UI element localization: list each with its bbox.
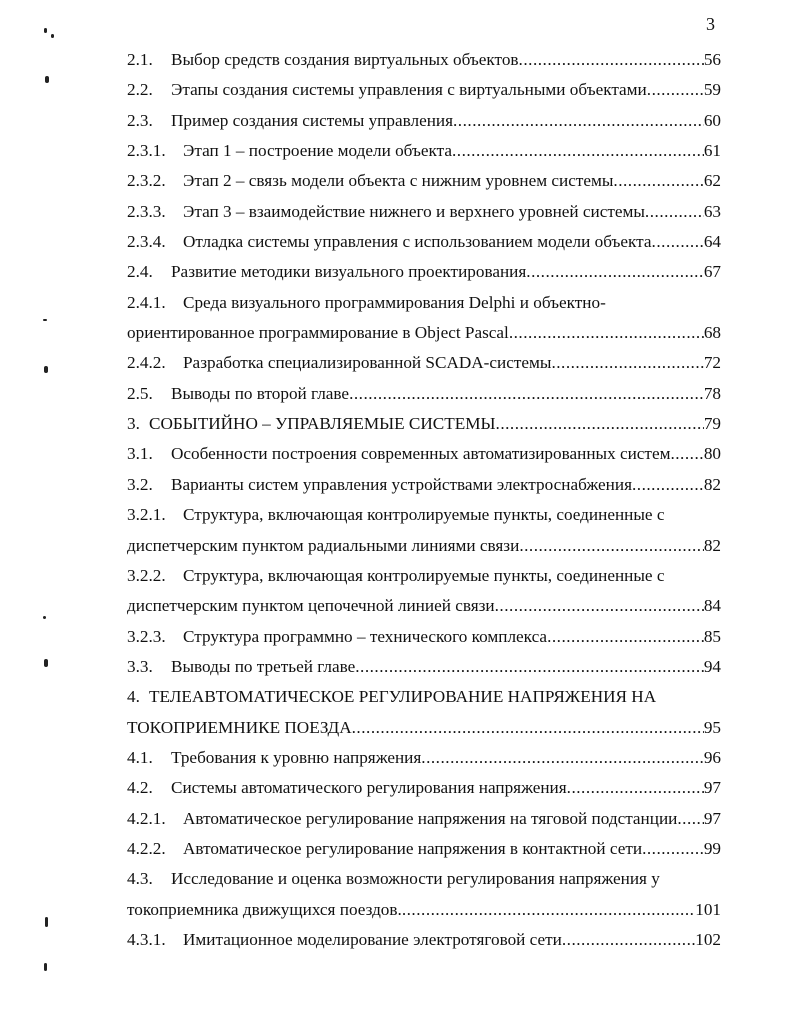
toc-entry-number: 4.2.1.	[127, 808, 166, 828]
toc-entry-title: Структура, включающая контролируемые пункты, соединенные с	[183, 505, 665, 525]
toc-entry-title: Пример создания системы управления	[171, 110, 453, 130]
toc-entry-title: Автоматическое регулирование напряжения в контактной сети	[183, 838, 643, 858]
toc-entry-page: 96	[703, 747, 721, 767]
toc-leader-dots	[453, 106, 704, 136]
toc-entry[interactable]	[127, 257, 721, 287]
toc-entry-title: Развитие методики визуального проектирования	[171, 262, 527, 282]
toc-entry-number: 3.3.	[127, 656, 153, 676]
toc-entry-page: 72	[703, 353, 721, 373]
toc-leader-dots	[519, 45, 704, 75]
toc-entry-number: 2.5.	[127, 383, 153, 403]
toc-leader-dots	[452, 136, 704, 166]
toc-leader-dots	[526, 257, 704, 287]
page-number: 3	[706, 14, 715, 34]
toc-entry-page: 101	[695, 899, 721, 919]
toc-leader-dots	[349, 379, 704, 409]
toc-leader-dots	[355, 652, 704, 682]
toc-entry-page: 59	[703, 80, 721, 100]
toc-entry-page: 95	[703, 717, 721, 737]
toc-entry[interactable]	[127, 804, 721, 834]
toc-entry-number: 3.2.3.	[127, 626, 166, 646]
toc-entry-page: 94	[703, 656, 721, 676]
toc-entry-page: 80	[703, 444, 721, 464]
toc-entry-number: 2.3.1.	[127, 141, 166, 161]
toc-leader-dots	[647, 75, 704, 105]
toc-entry-title: ТОКОПРИЕМНИКЕ ПОЕЗДА	[127, 717, 352, 737]
toc-entry[interactable]	[127, 348, 721, 378]
toc-entry-page: 97	[703, 778, 721, 798]
toc-entry[interactable]	[127, 166, 721, 196]
toc-entry[interactable]	[127, 743, 721, 773]
toc-leader-dots	[632, 470, 704, 500]
toc-entry-number: 2.1.	[127, 50, 153, 69]
toc-entry[interactable]	[127, 895, 721, 925]
toc-entry[interactable]	[127, 682, 721, 712]
toc-entry-title: Особенности построения современных автоматизированных систем	[171, 444, 671, 464]
toc-entry-title: диспетчерским пунктом цепочечной линией связи	[127, 596, 495, 616]
toc-entry[interactable]	[127, 713, 721, 743]
toc-entry-title: Отладка системы управления с использованием модели объекта	[183, 232, 652, 252]
table-of-contents	[127, 45, 721, 955]
toc-entry[interactable]	[127, 500, 721, 530]
toc-entry-page: 85	[703, 626, 721, 646]
toc-entry[interactable]	[127, 288, 721, 318]
toc-entry-number: 2.3.	[127, 110, 153, 130]
toc-entry[interactable]	[127, 652, 721, 682]
toc-leader-dots	[547, 622, 704, 652]
toc-entry[interactable]	[127, 773, 721, 803]
toc-entry-page: 82	[703, 535, 721, 555]
toc-entry[interactable]	[127, 136, 721, 166]
toc-entry-number: 4.2.2.	[127, 838, 166, 858]
scan-speck	[51, 34, 54, 38]
toc-entry-number: 3.	[127, 414, 140, 434]
toc-entry-title: Этап 1 – построение модели объекта	[183, 141, 452, 161]
toc-entry-title: Требования к уровню напряжения	[171, 747, 422, 767]
toc-entry-number: 4.1.	[127, 747, 153, 767]
toc-leader-dots	[551, 348, 703, 378]
toc-entry-page: 97	[703, 808, 721, 828]
toc-entry[interactable]	[127, 439, 721, 469]
toc-entry-title: Системы автоматического регулирования напряжения	[171, 778, 567, 798]
toc-entry-page: 63	[703, 201, 721, 221]
toc-leader-dots	[670, 439, 703, 469]
toc-entry-title: Варианты систем управления устройствами электроснабжения	[171, 474, 632, 494]
toc-leader-dots	[613, 166, 703, 196]
toc-entry-title: токоприемника движущихся поездов.	[127, 899, 402, 919]
toc-entry[interactable]	[127, 925, 721, 955]
toc-entry-number: 2.3.3.	[127, 201, 166, 221]
toc-entry-number: 2.4.	[127, 262, 153, 282]
toc-entry[interactable]	[127, 106, 721, 136]
toc-entry-title: Выводы по третьей главе	[171, 656, 356, 676]
toc-entry[interactable]	[127, 591, 721, 621]
toc-entry-number: 3.1.	[127, 444, 153, 464]
toc-entry-number: 2.4.1.	[127, 292, 166, 312]
toc-entry-number: 3.2.1.	[127, 505, 166, 525]
toc-entry-page: 68	[703, 323, 721, 343]
toc-entry-page: 67	[703, 262, 721, 282]
toc-entry-number: 2.3.4.	[127, 232, 166, 252]
toc-entry-page: 62	[703, 171, 721, 191]
toc-entry[interactable]	[127, 834, 721, 864]
toc-leader-dots	[645, 197, 704, 227]
scan-speck	[45, 76, 49, 83]
toc-entry-title: Структура программно – технического комплекса	[183, 626, 548, 646]
scan-speck	[43, 319, 47, 321]
toc-entry-title: ориентированное программирование в Object Pascal	[127, 323, 509, 343]
toc-leader-dots	[642, 834, 704, 864]
toc-entry[interactable]	[127, 409, 721, 439]
toc-entry-page: 60	[703, 110, 721, 130]
toc-entry-title: Разработка специализированной SCADA-системы	[183, 353, 552, 373]
toc-entry-title: Этап 3 – взаимодействие нижнего и верхнего уровней системы	[183, 201, 645, 221]
toc-entry[interactable]	[127, 75, 721, 105]
toc-entry-page: 99	[703, 838, 721, 858]
toc-entry[interactable]	[127, 45, 721, 75]
toc-leader-dots	[652, 227, 704, 257]
toc-entry-title: Исследование и оценка возможности регулирования напряжения у	[171, 869, 660, 889]
toc-leader-dots	[495, 591, 704, 621]
toc-entry[interactable]	[127, 531, 721, 561]
toc-entry-number: 3.2.	[127, 474, 153, 494]
toc-entry[interactable]	[127, 622, 721, 652]
toc-leader-dots	[677, 804, 703, 834]
toc-leader-dots	[567, 773, 704, 803]
toc-entry-page: 78	[703, 383, 721, 403]
toc-entry-page: 102	[695, 929, 721, 949]
toc-leader-dots	[402, 895, 695, 925]
toc-entry[interactable]	[127, 379, 721, 409]
toc-entry-title: Выбор средств создания виртуальных объектов	[171, 50, 519, 69]
toc-entry-page: 61	[703, 141, 721, 161]
toc-entry-page: 82	[703, 474, 721, 494]
scan-speck	[44, 659, 48, 667]
toc-entry-title: ТЕЛЕАВТОМАТИЧЕСКОЕ РЕГУЛИРОВАНИЕ НАПРЯЖЕНИЯ НА	[149, 687, 657, 707]
toc-leader-dots	[496, 409, 704, 439]
toc-entry-title: Выводы по второй главе	[171, 383, 350, 403]
toc-entry-number: 4.	[127, 687, 140, 707]
toc-entry-number: 3.2.2.	[127, 565, 166, 585]
toc-entry[interactable]	[127, 318, 721, 348]
toc-entry-page: 56	[703, 50, 721, 69]
scan-speck	[45, 917, 48, 927]
toc-entry-title: диспетчерским пунктом радиальными линиями связи	[127, 535, 520, 555]
toc-entry-page: 79	[703, 414, 721, 434]
scan-speck	[43, 616, 46, 619]
toc-entry-number: 4.3.	[127, 869, 153, 889]
toc-entry-title: Автоматическое регулирование напряжения на тяговой подстанции	[183, 808, 678, 828]
toc-leader-dots	[352, 713, 704, 743]
toc-entry-page: 84	[703, 596, 721, 616]
toc-entry-number: 2.4.2.	[127, 353, 166, 373]
toc-entry-number: 2.3.2.	[127, 171, 166, 191]
toc-leader-dots	[421, 743, 704, 773]
toc-entry-title: Структура, включающая контролируемые пункты, соединенные с	[183, 565, 665, 585]
toc-entry[interactable]	[127, 227, 721, 257]
toc-entry-title: Имитационное моделирование электротяговой сети	[183, 929, 562, 949]
toc-entry-number: 4.2.	[127, 778, 153, 798]
toc-leader-dots	[509, 318, 704, 348]
toc-entry[interactable]	[127, 864, 721, 894]
scan-speck	[44, 963, 47, 971]
toc-leader-dots	[562, 925, 695, 955]
toc-entry-page: 64	[703, 232, 721, 252]
toc-entry-title: СОБЫТИЙНО – УПРАВЛЯЕМЫЕ СИСТЕМЫ	[149, 414, 496, 434]
toc-entry-number: 4.3.1.	[127, 929, 166, 949]
toc-entry-title: Этап 2 – связь модели объекта с нижним уровнем системы	[183, 171, 614, 191]
toc-leader-dots	[519, 531, 704, 561]
scan-speck	[44, 28, 47, 33]
toc-entry[interactable]	[127, 197, 721, 227]
toc-entry-title: Этапы создания системы управления с виртуальными объектами	[171, 80, 647, 100]
toc-entry[interactable]	[127, 561, 721, 591]
scan-speck	[44, 366, 48, 373]
toc-entry-number: 2.2.	[127, 80, 153, 100]
toc-entry[interactable]	[127, 470, 721, 500]
toc-entry-title: Среда визуального программирования Delphi и объектно-	[183, 292, 606, 312]
